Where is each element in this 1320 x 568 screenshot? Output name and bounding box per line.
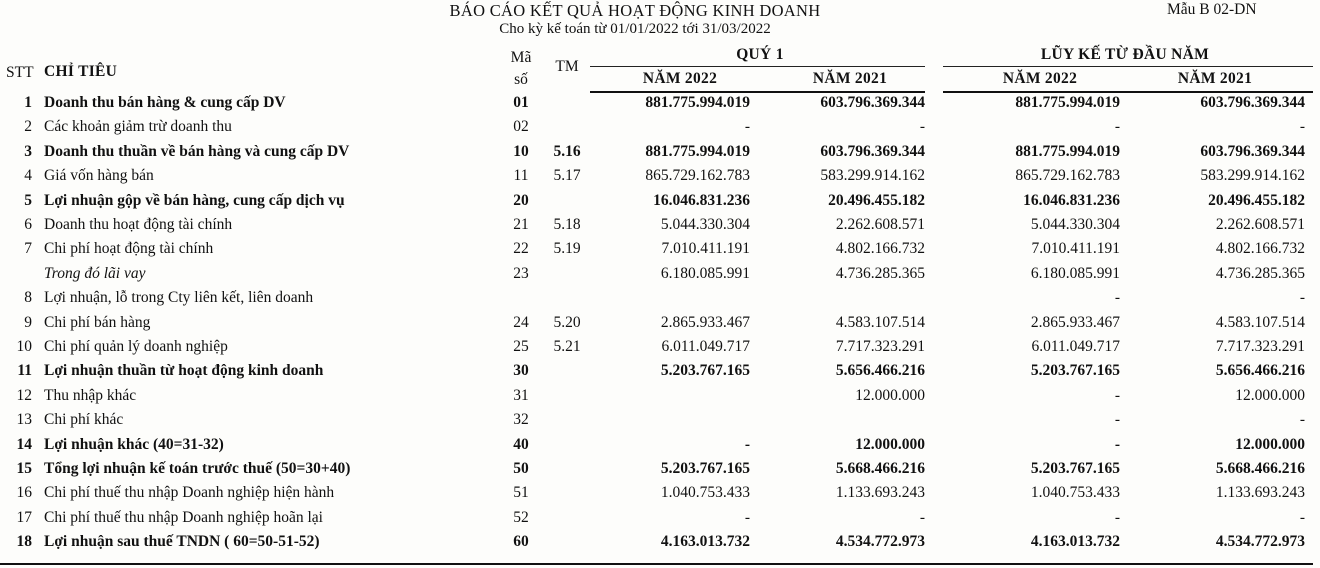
table-row [0, 314, 1320, 338]
row-ytd-2022: 6.011.049.717 [1031, 338, 1120, 355]
table-row [0, 484, 1320, 508]
row-ytd-2021: 603.796.369.344 [1200, 142, 1305, 160]
row-ytd-2022: - [1114, 435, 1120, 453]
row-indicator: Chi phí thuế thu nhập Doanh nghiệp hiện hành [44, 484, 335, 502]
row-ytd-2022: 5.203.767.165 [1030, 362, 1120, 380]
row-indicator: Chi phí khác [44, 411, 124, 429]
row-code: 23 [513, 264, 529, 282]
row-quarter-2021: 583.299.914.162 [820, 167, 925, 185]
row-code: 40 [513, 435, 529, 453]
row-quarter-2022: 6.180.085.991 [660, 264, 750, 282]
header-code-line1: Mã [510, 49, 532, 66]
table-row [0, 533, 1320, 557]
row-ytd-2021: 583.299.914.162 [1200, 167, 1305, 185]
table-row [0, 387, 1320, 411]
row-number: 1 [24, 94, 32, 111]
row-ytd-2021: - [1299, 289, 1305, 307]
row-indicator: Doanh thu bán hàng & cung cấp DV [44, 94, 286, 111]
row-number: 7 [24, 240, 32, 258]
row-indicator: Chi phí quản lý doanh nghiệp [44, 338, 228, 355]
table-row [0, 460, 1320, 484]
row-indicator: Lợi nhuận gộp về bán hàng, cung cấp dịch vụ [44, 191, 345, 209]
row-code: 21 [513, 216, 529, 233]
table-row [0, 192, 1320, 216]
row-ytd-2021: - [1299, 118, 1305, 136]
row-ytd-2021: 5.656.466.216 [1215, 362, 1305, 380]
report-period: Cho kỳ kế toán từ 01/01/2022 tới 31/03/2022 [499, 21, 771, 37]
row-ytd-2022: 7.010.411.191 [1031, 240, 1120, 258]
header-ytd: LŨY KẾ TỪ ĐẦU NĂM [1040, 46, 1210, 63]
row-code: 60 [513, 533, 529, 551]
row-ytd-2021: 4.736.285.365 [1215, 264, 1305, 282]
row-quarter-2022: 1.040.753.433 [660, 484, 750, 502]
row-number: 12 [16, 386, 32, 404]
row-code: 51 [513, 484, 529, 502]
row-quarter-2022: 6.011.049.717 [661, 338, 750, 355]
row-note: 5.21 [553, 338, 581, 355]
row-quarter-2021: 4.583.107.514 [835, 313, 925, 331]
header-q-2021: NĂM 2021 [812, 70, 888, 87]
header-quarter: QUÝ 1 [736, 46, 784, 63]
row-quarter-2021: 12.000.000 [855, 435, 925, 453]
row-quarter-2021: 4.736.285.365 [835, 264, 925, 282]
row-number: 10 [16, 338, 32, 355]
row-number: 9 [24, 313, 32, 331]
header-code-line2: số [514, 71, 528, 88]
row-quarter-2022: 7.010.411.191 [661, 240, 750, 258]
row-note: 5.18 [553, 216, 581, 233]
row-indicator: Thu nhập khác [44, 386, 137, 404]
table-row [0, 94, 1320, 118]
row-ytd-2021: 4.534.772.973 [1215, 533, 1305, 551]
row-code: 32 [513, 411, 529, 429]
row-number: 17 [16, 508, 32, 526]
row-number: 6 [24, 216, 32, 233]
row-ytd-2021: 7.717.323.291 [1215, 338, 1305, 355]
row-number: 3 [24, 142, 32, 160]
row-indicator: Doanh thu thuần về bán hàng và cung cấp DV [44, 142, 350, 160]
row-ytd-2021: 4.802.166.732 [1215, 240, 1305, 258]
row-ytd-2021: 2.262.608.571 [1215, 216, 1305, 233]
header-indicator: CHỈ TIÊU [44, 63, 118, 80]
row-number: 15 [16, 460, 32, 477]
quarter-rule [590, 66, 925, 67]
table-row [0, 362, 1320, 386]
row-quarter-2021: 4.534.772.973 [835, 533, 925, 551]
row-number: 18 [16, 533, 32, 551]
row-quarter-2022: 881.775.994.019 [645, 142, 750, 160]
row-quarter-2021: 12.000.000 [855, 386, 925, 404]
table-row [0, 118, 1320, 142]
row-ytd-2022: - [1114, 386, 1120, 404]
header-y-2022: NĂM 2022 [1002, 70, 1078, 87]
row-quarter-2022: 2.865.933.467 [660, 313, 750, 331]
row-code: 52 [513, 508, 529, 526]
row-ytd-2022: 2.865.933.467 [1030, 313, 1120, 331]
row-quarter-2021: 603.796.369.344 [820, 94, 925, 111]
row-code: 10 [513, 142, 529, 160]
row-ytd-2022: 865.729.162.783 [1015, 167, 1120, 185]
row-indicator: Chi phí thuế thu nhập Doanh nghiệp hoãn lại [44, 508, 323, 526]
row-quarter-2021: 1.133.693.243 [835, 484, 925, 502]
table-row [0, 411, 1320, 435]
row-ytd-2021: 5.668.466.216 [1215, 460, 1305, 477]
row-code: 30 [513, 362, 529, 380]
row-quarter-2021: 603.796.369.344 [820, 142, 925, 160]
table-row [0, 289, 1320, 313]
row-quarter-2021: 5.668.466.216 [835, 460, 925, 477]
row-code: 22 [513, 240, 529, 258]
row-indicator: Các khoản giảm trừ doanh thu [44, 118, 232, 136]
row-quarter-2021: 7.717.323.291 [835, 338, 925, 355]
table-row [0, 216, 1320, 240]
row-note: 5.20 [553, 313, 581, 331]
row-number: 4 [24, 167, 32, 185]
row-ytd-2022: - [1114, 118, 1120, 136]
table-row [0, 240, 1320, 264]
row-ytd-2022: 881.775.994.019 [1015, 94, 1120, 111]
table-row [0, 338, 1320, 362]
row-ytd-2022: - [1114, 508, 1120, 526]
row-ytd-2022: 1.040.753.433 [1030, 484, 1120, 502]
row-indicator: Tổng lợi nhuận kế toán trước thuế (50=30+40) [44, 460, 351, 477]
row-ytd-2022: - [1114, 289, 1120, 307]
table-row [0, 265, 1320, 289]
row-quarter-2021: - [919, 118, 925, 136]
row-note: 5.16 [553, 142, 581, 160]
row-number: 16 [16, 484, 32, 502]
table-row [0, 436, 1320, 460]
row-ytd-2021: - [1299, 508, 1305, 526]
ytd-rule [943, 66, 1313, 67]
row-code: 11 [513, 167, 529, 185]
row-number: 2 [24, 118, 32, 136]
row-ytd-2022: - [1114, 411, 1120, 429]
row-note: 5.17 [553, 167, 581, 185]
table-row [0, 167, 1320, 191]
row-indicator: Chi phí hoạt động tài chính [44, 240, 214, 258]
row-code: 02 [513, 118, 529, 136]
row-number: 5 [24, 191, 32, 209]
table-row [0, 143, 1320, 167]
table-bottom-rule [0, 563, 1313, 565]
row-indicator: Lợi nhuận sau thuế TNDN ( 60=50-51-52) [44, 533, 320, 551]
row-quarter-2022: 865.729.162.783 [645, 167, 750, 185]
row-quarter-2022: 5.044.330.304 [660, 216, 750, 233]
row-number: 8 [24, 289, 32, 307]
row-ytd-2021: 12.000.000 [1235, 435, 1305, 453]
row-ytd-2021: 603.796.369.344 [1200, 94, 1305, 111]
header-q-2022: NĂM 2022 [642, 70, 718, 87]
row-indicator: Chi phí bán hàng [44, 313, 151, 331]
row-indicator: Lợi nhuận, lỗ trong Cty liên kết, liên doanh [44, 289, 314, 307]
row-ytd-2021: 12.000.000 [1235, 386, 1305, 404]
header-tm: TM [555, 58, 579, 75]
row-quarter-2022: - [744, 118, 750, 136]
header-y-2021: NĂM 2021 [1177, 70, 1253, 87]
row-quarter-2021: 4.802.166.732 [835, 240, 925, 258]
row-quarter-2022: 881.775.994.019 [645, 94, 750, 111]
row-indicator: Lợi nhuận thuần từ hoạt động kinh doanh [44, 362, 324, 380]
row-number: 11 [17, 362, 32, 380]
row-ytd-2021: 20.496.455.182 [1208, 191, 1305, 209]
row-quarter-2022: 5.203.767.165 [660, 362, 750, 380]
row-quarter-2022: - [744, 435, 750, 453]
table-row [0, 509, 1320, 533]
row-code: 01 [513, 94, 529, 111]
row-indicator: Giá vốn hàng bán [44, 167, 154, 185]
row-quarter-2022: 4.163.013.732 [660, 533, 750, 551]
row-quarter-2021: 5.656.466.216 [835, 362, 925, 380]
ytd-header-bottom-rule [943, 91, 1313, 93]
row-quarter-2022: 5.203.767.165 [660, 460, 750, 477]
row-number: 13 [16, 411, 32, 429]
row-ytd-2022: 5.203.767.165 [1030, 460, 1120, 477]
row-ytd-2022: 16.046.831.236 [1023, 191, 1120, 209]
row-quarter-2021: 20.496.455.182 [828, 191, 925, 209]
row-indicator: Lợi nhuận khác (40=31-32) [44, 435, 224, 453]
row-ytd-2022: 4.163.013.732 [1030, 533, 1120, 551]
row-ytd-2021: 4.583.107.514 [1215, 313, 1305, 331]
report-title: BÁO CÁO KẾT QUẢ HOẠT ĐỘNG KINH DOANH [449, 1, 821, 20]
row-ytd-2022: 5.044.330.304 [1030, 216, 1120, 233]
row-indicator: Trong đó lãi vay [44, 264, 146, 282]
row-code: 31 [513, 386, 529, 404]
row-indicator: Doanh thu hoạt động tài chính [44, 216, 233, 233]
row-quarter-2021: - [919, 508, 925, 526]
header-stt: STT [6, 64, 34, 81]
row-quarter-2021: 2.262.608.571 [835, 216, 925, 233]
row-quarter-2022: 16.046.831.236 [653, 191, 750, 209]
row-code: 25 [513, 338, 529, 355]
row-ytd-2021: 1.133.693.243 [1215, 484, 1305, 502]
form-code: Mẫu B 02-DN [1167, 1, 1257, 18]
row-code: 20 [513, 191, 529, 209]
row-code: 24 [513, 313, 529, 331]
row-quarter-2022: - [744, 508, 750, 526]
row-ytd-2022: 881.775.994.019 [1015, 142, 1120, 160]
row-ytd-2022: 6.180.085.991 [1030, 264, 1120, 282]
row-note: 5.19 [553, 240, 581, 258]
row-ytd-2021: - [1299, 411, 1305, 429]
row-code: 50 [513, 460, 529, 477]
quarter-header-bottom-rule [590, 91, 925, 93]
row-number: 14 [16, 435, 32, 453]
